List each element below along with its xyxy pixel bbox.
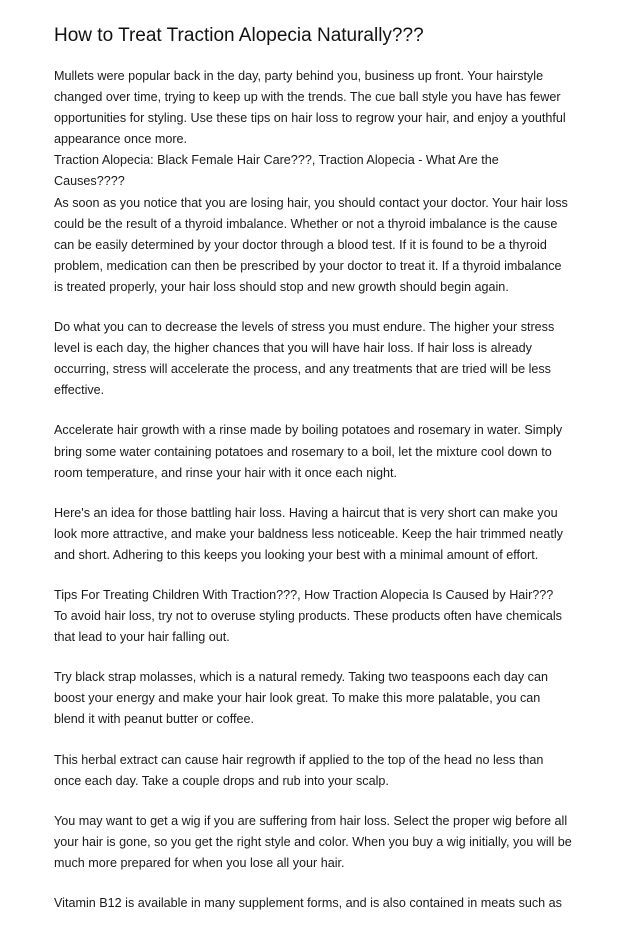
text-line: look more attractive, and make your baldness less noticeable. Keep the hair trimmed neatly (54, 526, 563, 541)
paragraph (54, 420, 590, 483)
text-line: Mullets were popular back in the day, party behind you, business up front. Your hairstyle (54, 69, 544, 83)
text-line: could be the result of a thyroid imbalance. Whether or not a thyroid imbalance is the cause (54, 216, 558, 231)
text-line: Tips For Treating Children With Traction???, How Traction Alopecia Is Caused by Hair??? (54, 587, 554, 602)
text-line: opportunities for styling. Use these tips on hair loss to regrow your hair, and enjoy a youthful (54, 111, 566, 126)
document-title: How to Treat Traction Alopecia Naturally??? (54, 25, 424, 46)
paragraph (54, 317, 590, 401)
document-page (54, 24, 590, 933)
paragraph (54, 66, 590, 298)
text-line: problem, medication can then be prescribed by your doctor to treat it. If a thyroid imbalance (54, 258, 562, 273)
text-line: Vitamin B12 is available in many supplement forms, and is also contained in meats such as (54, 896, 562, 910)
text-line: occurring, stress will accelerate the process, and any treatments that are tried will be less (54, 362, 551, 377)
text-line: blend it with peanut butter or coffee. (54, 712, 254, 727)
text-line: and short. Adhering to this keeps you looking your best with a minimal amount of effort. (54, 547, 539, 562)
text-line: As soon as you notice that you are losing hair, you should contact your doctor. Your hair loss (54, 195, 568, 210)
document-body (54, 66, 590, 914)
text-line: once each day. Take a couple drops and rub into your scalp. (54, 773, 389, 788)
text-line: much more prepared for when you lose all your hair. (54, 855, 345, 870)
text-line: is treated properly, your hair loss should stop and new growth should begin again. (54, 279, 509, 294)
text-line: appearance once more. (54, 132, 188, 147)
text-line: This herbal extract can cause hair regrowth if applied to the top of the head no less than (54, 752, 544, 767)
text-line: that lead to your hair falling out. (54, 630, 230, 645)
text-line: Try black strap molasses, which is a natural remedy. Taking two teaspoons each day can (54, 670, 548, 685)
text-line: room temperature, and rinse your hair with it once each night. (54, 465, 398, 480)
text-line: Do what you can to decrease the levels of stress you must endure. The higher your stress (54, 320, 555, 335)
paragraph (54, 585, 590, 648)
text-line: Accelerate hair growth with a rinse made by boiling potatoes and rosemary in water. Simply (54, 423, 563, 438)
text-line: You may want to get a wig if you are suffering from hair loss. Select the proper wig before all (54, 813, 568, 828)
text-line: can be easily determined by your doctor through a blood test. If it is found to be a thyroid (54, 237, 547, 252)
paragraph (54, 750, 590, 792)
paragraph (54, 667, 590, 730)
text-line: boost your energy and make your hair look great. To make this more palatable, you can (54, 691, 541, 706)
paragraph (54, 893, 590, 914)
text-line: bring some water containing potatoes and rosemary to a boil, let the mixture cool down to (54, 444, 552, 459)
text-line: level is each day, the higher chances that you will have hair loss. If hair loss is already (54, 341, 532, 356)
text-line: To avoid hair loss, try not to overuse styling products. These products often have chemicals (54, 609, 562, 624)
text-line: effective. (54, 383, 105, 398)
paragraph (54, 811, 590, 874)
text-line: your hair is gone, so you get the right style and color. When you buy a wig initially, you will be (54, 834, 572, 849)
text-line: Causes???? (54, 174, 125, 189)
paragraph (54, 503, 590, 566)
text-line: Here's an idea for those battling hair loss. Having a haircut that is very short can make you (54, 505, 558, 520)
text-line: changed over time, trying to keep up with the trends. The cue ball style you have has fewer (54, 90, 561, 105)
text-line: Traction Alopecia: Black Female Hair Care???, Traction Alopecia - What Are the (54, 153, 499, 168)
